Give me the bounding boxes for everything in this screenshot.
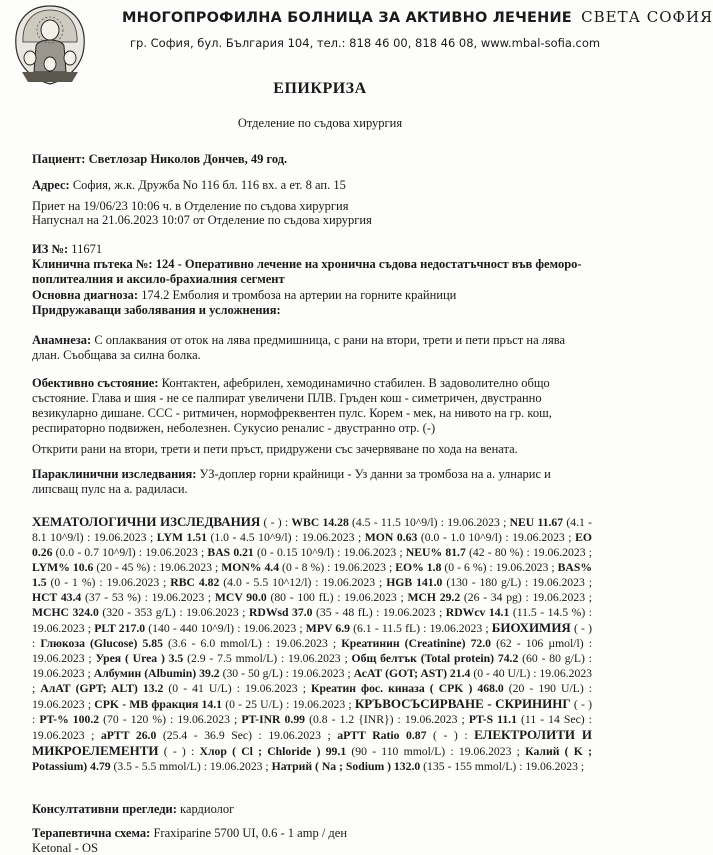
heme-item-range: (42 - 80 %) : 19.06.2023 ;: [465, 546, 592, 559]
heme-item-name: WBC 14.28: [291, 516, 349, 529]
heme-item-name: MCH 29.2: [407, 591, 461, 604]
therapy-value: Fraxiparine 5700 UI, 0.6 - 1 amp / ден: [153, 826, 348, 840]
heme-item-name: RDWcv 14.1: [445, 606, 510, 619]
heme-item-range: (6.1 - 11.5 fL) : 19.06.2023 ;: [349, 622, 492, 635]
heme-item-name: MON 0.63: [364, 531, 418, 544]
electro-item-range: (3.5 - 5.5 mmol/L) : 19.06.2023 ;: [110, 760, 272, 773]
hospital-contacts: гр. София, бул. България 104, тел.: 818 46 00, 818 46 08, www.mbal-sofia.com: [130, 36, 601, 50]
heme-item-range: (0.0 - 0.7 10^9/l) : 19.06.2023 ;: [52, 546, 208, 559]
iz-label: ИЗ №:: [32, 242, 69, 256]
paraclinic-block: [32, 467, 592, 497]
consult-value: кардиолог: [180, 802, 235, 816]
therapy-label: Терапевтична схема:: [32, 826, 151, 840]
electro-item-range: (135 - 155 mmol/L) : 19.06.2023 ;: [420, 760, 585, 773]
diagnosis-label: Основна диагноза:: [32, 288, 139, 302]
heme-item-range: (0 - 8 %) : 19.06.2023 ;: [279, 561, 396, 574]
paraclinic-label: Параклинични изследвания:: [32, 467, 197, 481]
bio-item-name: CPK - MB фракция 14.1: [94, 698, 222, 711]
heme-item-range: (130 - 180 g/L) : 19.06.2023 ;: [442, 576, 593, 589]
electro-item-range: (90 - 110 mmol/L) : 19.06.2023 ;: [346, 745, 526, 758]
heme-item-range: (4.1 - 8.1 10^9/l) : 19.06.2023 ;: [32, 516, 592, 544]
heme-item-range: (11.5 - 14.5 %) : 19.06.2023 ;: [32, 606, 592, 635]
heme-item-name: RBC 4.82: [170, 576, 220, 589]
heme-item-range: (26 - 34 pg) : 19.06.2023 ;: [460, 591, 593, 604]
bio-item-name: АлАТ (GPT; ALT) 13.2: [40, 682, 164, 695]
heme-item-range: (80 - 100 fL) : 19.06.2023 ;: [266, 591, 408, 604]
heme-item-range: (35 - 48 fL) : 19.06.2023 ;: [312, 606, 446, 619]
heme-item-range: (20 - 45 %) : 19.06.2023 ;: [93, 561, 222, 574]
objective-label: Обективно състояние:: [32, 376, 159, 390]
screen-item-name: PT-INR 0.99: [241, 713, 306, 726]
screen-item-range: (11 - 14 Sec) : 19.06.2023 ;: [32, 713, 592, 742]
bio-item-range: (20 - 190 U/L) : 19.06.2023 ;: [32, 682, 593, 711]
pathway-value: 124 - Оперативно лечение на хронична съдова недостатъчност във феморо-поплитеалния и аксило-брахиалния сегмент: [32, 257, 582, 286]
screen-title: КРЪВОСЪСИРВАНЕ - СКРИНИНГ: [354, 696, 571, 711]
patient-label: Пациент:: [32, 152, 86, 166]
heme-item-name: EO% 1.8: [395, 561, 442, 574]
heme-item-name: HGB 141.0: [386, 576, 443, 589]
bio-item-name: Креатин фос. киназа ( CPK ) 468.0: [311, 682, 504, 695]
hospital-name-text: МНОГОПРОФИЛНА БОЛНИЦА ЗА АКТИВНО ЛЕЧЕНИЕ: [122, 10, 572, 26]
diagnosis-line: [32, 288, 628, 302]
comorbid-label: Придружаващи заболявания и усложнения:: [32, 303, 281, 317]
diagnosis-value: 174.2 Емболия и тромбоза на артерии на горните крайници: [141, 288, 457, 302]
anamnesis-block: [32, 333, 592, 363]
heme-item-name: MON% 4.4: [221, 561, 280, 574]
document-title: ЕПИКРИЗА: [273, 80, 367, 97]
heme-item-range: (0.0 - 1.0 10^9/l) : 19.06.2023 ;: [417, 531, 576, 544]
heme-item-name: PLT 217.0: [94, 622, 146, 635]
heme-item-range: (140 - 440 10^9/l) : 19.06.2023 ;: [145, 622, 306, 635]
screen-item-range: (0.8 - 1.2 {INR}) : 19.06.2023 ;: [305, 713, 469, 726]
therapy-next-line: Ketonal - OS: [32, 841, 98, 855]
screen-item-range: (70 - 120 %) : 19.06.2023 ;: [99, 713, 242, 726]
pathway-label: Клинична пътека №:: [32, 257, 153, 271]
admitted-line: Приет на 19/06/23 10:06 ч. в Отделение по съдова хирургия: [32, 199, 349, 213]
heme-item-range: (0 - 1 %) : 19.06.2023 ;: [46, 576, 171, 589]
objective-text: Контактен, афебрилен, хемодинамично стабилен. В задоволително общо състояние. Глава и шия - не се палпират увеличени ПЛВ. Гръден кош - симетричен, двустранно везикуларно дишане. ССС - ритмичен, нормофреквентен пулс. Корем - мек, на нивото на гр. кош, респираторно подвижен, неболезнен. Сукусио реналис - двустранно отр. (-): [32, 376, 552, 435]
screen-mark: ( - ) :: [32, 698, 593, 726]
bio-item-name: Глюкоза (Glucose) 5.85: [40, 637, 163, 650]
bio-item-range: (0 - 40 U/L) : 19.06.2023 ;: [32, 667, 593, 695]
electro-title: ЕЛЕКТРОЛИТИ И МИКРОЕЛЕМЕНТИ: [32, 727, 592, 758]
heme-item-range: (1.0 - 4.5 10^9/l) : 19.06.2023 ;: [206, 531, 365, 544]
bio-item-name: Креатинин (Creatinine) 72.0: [341, 637, 492, 650]
patient-value: Светлозар Николов Дончев, 49 год.: [88, 152, 288, 166]
heme-item-name: EO 0.26: [32, 531, 592, 559]
heme-item-range: (4.5 - 11.5 10^9/l) : 19.06.2023 ;: [348, 516, 510, 529]
bio-item-range: (3.6 - 6.0 mmol/L) : 19.06.2023 ;: [162, 637, 342, 650]
heme-item-name: HCT 43.4: [32, 591, 82, 604]
anamnesis-label: Анамнеза:: [32, 333, 92, 347]
screen-item-name: aPTT 26.0: [100, 729, 157, 742]
screen-item-name: PT-S 11.1: [468, 713, 517, 726]
bio-item-name: Албумин (Albumin) 39.2: [93, 667, 220, 680]
heme-item-range: (37 - 53 %) : 19.06.2023 ;: [81, 591, 215, 604]
heme-item-name: RDWsd 37.0: [248, 606, 313, 619]
bio-item-range: (0 - 41 U/L) : 19.06.2023 ;: [163, 682, 312, 695]
objective-block: [32, 376, 592, 436]
address-label: Адрес:: [32, 178, 70, 192]
heme-item-range: (0 - 0.15 10^9/l) : 19.06.2023 ;: [253, 546, 406, 559]
heme-item-name: BAS% 1.5: [32, 561, 593, 589]
heme-item-range: (320 - 353 g/L) : 19.06.2023 ;: [98, 606, 249, 619]
heme-item-name: LYM 1.51: [156, 531, 207, 544]
bio-item-name: Урея ( Urea ) 3.5: [95, 652, 184, 665]
heme-item-range: (4.0 - 5.5 10^12/l) : 19.06.2023 ;: [219, 576, 387, 589]
screen-item-name: aPTT Ratio 0.87: [337, 729, 427, 742]
lab-results: [32, 514, 592, 774]
paraclinic-text: УЗ-доплер горни крайници - Уз данни за тромбоза на а. улнарис и липсващ пулс на а. радиласи.: [32, 467, 551, 496]
patient-line: [32, 152, 628, 166]
bio-item-range: (2.9 - 7.5 mmol/L) : 19.06.2023 ;: [183, 652, 352, 665]
bio-title: БИОХИМИЯ: [491, 620, 571, 635]
hospital-logo-icon: [6, 2, 94, 88]
heme-item-name: NEU 11.67: [509, 516, 564, 529]
bio-item-name: Общ белтък (Total protein) 74.2: [351, 652, 519, 665]
address-line: [32, 178, 628, 192]
electro-item-name: Калий ( K ; Potassium) 4.79: [32, 745, 592, 773]
bio-item-name: АсАТ (GOT; AST) 21.4: [353, 667, 471, 680]
heme-item-range: (0 - 6 %) : 19.06.2023 ;: [441, 561, 558, 574]
heme-item-name: NEU% 81.7: [405, 546, 466, 559]
hospital-brand: СВЕТА СОФИЯ: [581, 8, 713, 26]
heme-title: ХЕМАТОЛОГИЧНИ ИЗСЛЕДВАНИЯ: [32, 514, 261, 529]
heme-item-name: MCV 90.0: [214, 591, 267, 604]
iz-line: [32, 242, 628, 256]
pathway-line: [32, 257, 592, 287]
consult-label: Консултативни прегледи:: [32, 802, 177, 816]
heme-mark: ( - ) :: [260, 516, 292, 529]
bio-mark: ( - ) :: [32, 622, 593, 650]
bio-item-range: (30 - 50 g/L) : 19.06.2023 ;: [219, 667, 354, 680]
screen-item-range: ( - ) :: [426, 729, 475, 742]
heme-item-name: BAS 0.21: [207, 546, 254, 559]
electro-item-name: Натрий ( Na ; Sodium ) 132.0: [271, 760, 421, 773]
heme-item-name: MPV 6.9: [305, 622, 350, 635]
consult-line: [32, 802, 628, 816]
comorbid-line: [32, 303, 628, 317]
address-value: София, ж.к. Дружба No 116 бл. 116 вх. а ет. 8 ап. 15: [72, 178, 346, 192]
iz-value: 11671: [71, 242, 103, 256]
bio-item-range: (0 - 25 U/L) : 19.06.2023 ;: [221, 698, 355, 711]
therapy-line: [32, 826, 628, 840]
heme-item-name: LYM% 10.6: [32, 561, 94, 574]
screen-item-name: PT-% 100.2: [39, 713, 100, 726]
heme-item-name: MCHC 324.0: [32, 606, 99, 619]
department: Отделение по съдова хирургия: [237, 116, 403, 130]
bio-item-range: (60 - 80 g/L) : 19.06.2023 ;: [32, 652, 592, 680]
bio-item-range: (62 - 106 µmol/l) : 19.06.2023 ;: [32, 637, 592, 665]
discharged-line: Напуснал на 21.06.2023 10:07 от Отделение по съдова хирургия: [32, 213, 372, 227]
electro-item-name: Хлор ( Cl ; Chloride ) 99.1: [199, 745, 347, 758]
hospital-name: [122, 8, 713, 26]
anamnesis-text: С оплаквания от оток на лява предмишница, с рани на втори, трети и пети пръст на лява длан. Съобщава за силна болка.: [32, 333, 566, 362]
electro-mark: ( - ) :: [158, 745, 200, 758]
objective-note: Открити рани на втори, трети и пети пръст, придружени със зачервяване по хода на вената.: [32, 442, 518, 456]
screen-item-range: (25.4 - 36.9 Sec) : 19.06.2023 ;: [156, 729, 338, 742]
